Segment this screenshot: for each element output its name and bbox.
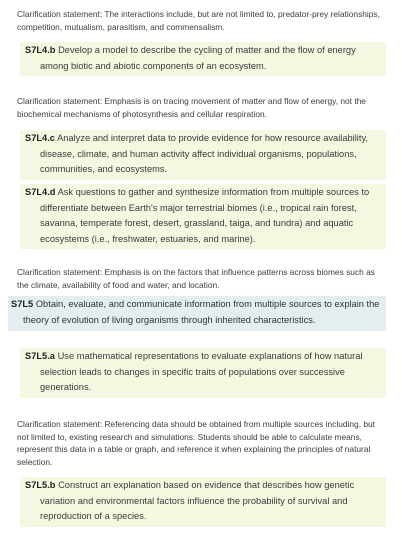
standard-s7l4d <box>20 184 386 249</box>
standard-s7l4c <box>20 130 386 180</box>
standard-text: Develop a model to describe the cycling of matter and the flow of energy among biotic and abiotic components of an ecosystem. <box>40 45 356 71</box>
clarification-statement: Clarification statement: Emphasis is on tracing movement of matter and flow of energy, not the biochemical mechanisms of photosynthesis and cellular respiration. <box>17 96 366 119</box>
standard-s7l5b <box>20 477 386 527</box>
standard-code: S7L5.a <box>25 351 55 361</box>
standard-code: S7L4.d <box>25 187 56 197</box>
clarification-statement: Clarification statement: Referencing data should be obtained from multiple sources including, but not limited to, existing research and simulations. Students should be able to calculate means, represent this data in a table or graph, and reference it when explaining the principles of natural selection. <box>17 419 375 467</box>
standard-s7l5a <box>20 348 386 398</box>
standard-code: S7L4.c <box>25 133 55 143</box>
standard-text: Ask questions to gather and synthesize information from multiple sources to differentiate between Earth's major terrestrial biomes (i.e., tropical rain forest, savanna, temperate forest, desert, grassland, taiga, and tundra) and aquatic ecosystems (i.e., freshwater, estuaries, and marine). <box>40 187 370 244</box>
standard-code: S7L4.b <box>25 45 56 55</box>
standard-s7l4b <box>20 42 386 76</box>
clarification-statement: Clarification statement: The interactions include, but are not limited to, predator-prey relationships, competition, mutualism, parasitism, and commensalism. <box>17 9 380 32</box>
standard-text: Construct an explanation based on evidence that describes how genetic variation and environmental factors influence the probability of survival and reproduction of a species. <box>40 480 355 521</box>
standard-code: S7L5 <box>11 299 34 309</box>
standard-text: Obtain, evaluate, and communicate information from multiple sources to explain the theory of evolution of living organisms through inherited characteristics. <box>23 299 380 325</box>
standard-text: Use mathematical representations to evaluate explanations of how natural selection leads to changes in specific traits of populations over successive generations. <box>40 351 363 392</box>
clarification-statement: Clarification statement: Emphasis is on the factors that influence patterns across biomes such as the climate, availability of food and water, and location. <box>17 267 375 290</box>
standard-text: Analyze and interpret data to provide evidence for how resource availability, disease, climate, and human activity affect individual organisms, populations, communities, and ecosystems. <box>40 133 368 174</box>
standard-code: S7L5.b <box>25 480 56 490</box>
standard-s7l5 <box>8 296 386 331</box>
